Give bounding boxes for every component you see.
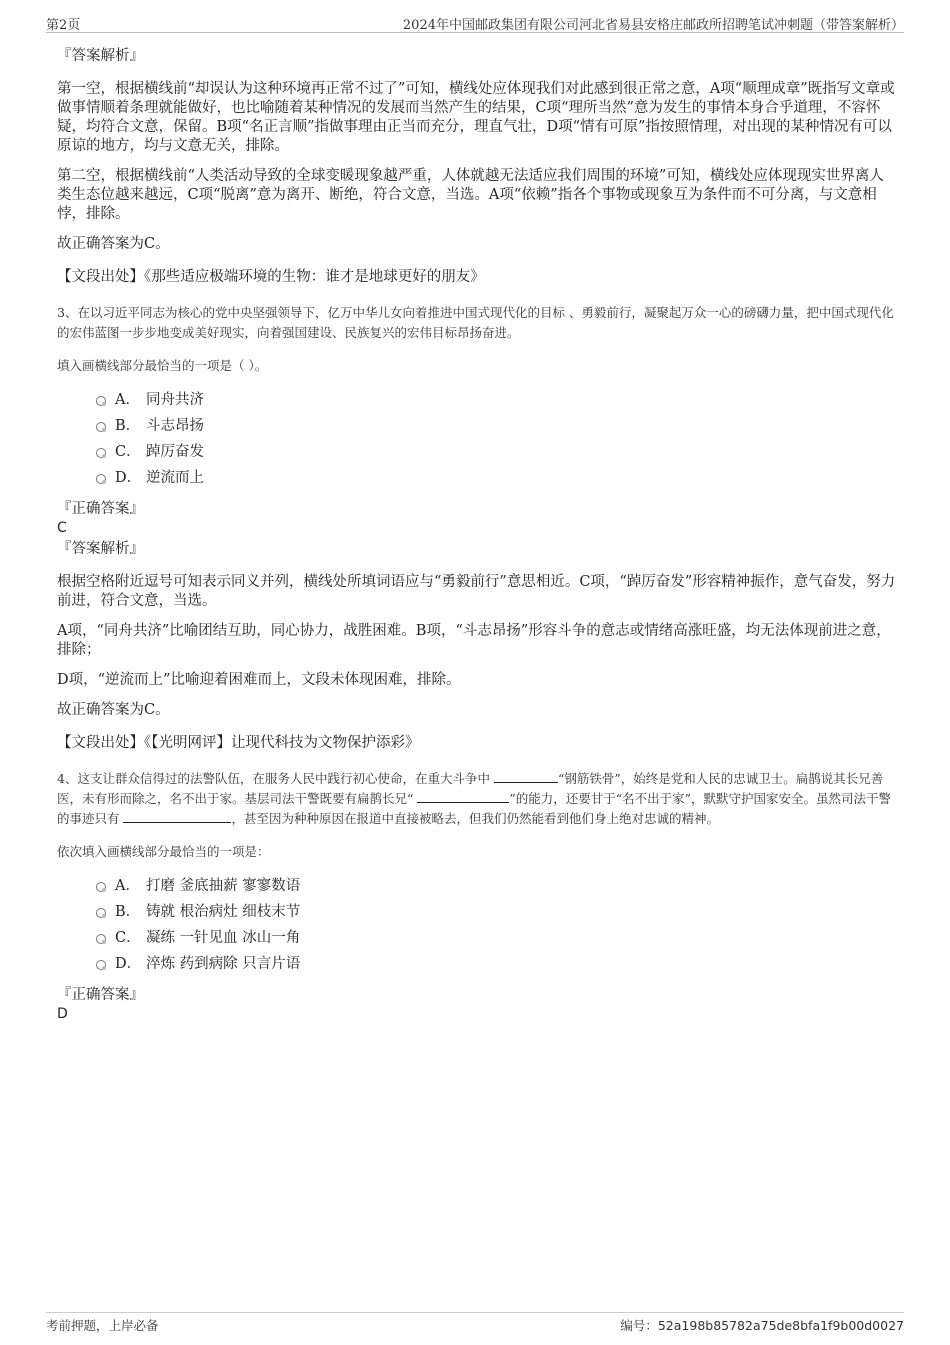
page-header [46,12,904,33]
correct-answer: D [57,1006,68,1022]
option-a[interactable]: A． 同舟共济 [57,387,898,413]
fill-blank [494,770,558,783]
radio-button-icon[interactable] [96,422,106,432]
question-prompt: 依次填入画横线部分最恰当的一项是： [57,844,270,859]
radio-button-icon[interactable] [96,448,106,458]
correct-answer-heading: 『正确答案』 [57,501,144,517]
analysis-paragraph: A项，“同舟共济”比喻团结互助，同心协力，战胜困难。B项，“斗志昂扬”形容斗争的意志或情绪高涨旺盛，均无法体现前进之意，排除； [57,623,891,658]
answer-options [57,873,898,977]
option-a[interactable]: A． 打磨 釜底抽薪 寥寥数语 [57,873,898,899]
option-c[interactable]: C． 踔厉奋发 [57,439,898,465]
radio-button-icon[interactable] [96,960,106,970]
source-citation: 【文段出处】《那些适应极端环境的生物：谁才是地球更好的朋友》 [57,269,485,285]
radio-button-icon[interactable] [96,396,106,406]
analysis-paragraph: 第一空，根据横线前“却误认为这种环境再正常不过了”可知，横线处应体现我们对此感到很正常之意，A项“顺理成章”既指写文章或做事情顺着条理就能做好，也比喻随着某种情况的发展而当然产生的结果，C项“理所当然”意为发生的事情本身合乎道理，不容怀疑，均符合文意，保留。B项“名正言顺”指做事理由正当而充分，理直气壮，D项“情有可原”指按照情理，对出现的某种情况有可以原谅的地方，均与文意无关，排除。 [57,81,895,154]
analysis-heading: 『答案解析』 [57,541,144,557]
option-d[interactable]: D． 淬炼 药到病除 只言片语 [57,951,898,977]
correct-answer-heading: 『正确答案』 [57,987,144,1003]
fill-blank [123,810,231,823]
page-content [57,46,898,1023]
option-d[interactable]: D． 逆流而上 [57,465,898,491]
radio-button-icon[interactable] [96,882,106,892]
option-b[interactable]: B． 铸就 根治病灶 细枝末节 [57,899,898,925]
option-c[interactable]: C． 凝练 一针见血 冰山一角 [57,925,898,951]
question-prompt: 填入画横线部分最恰当的一项是（ ）。 [57,358,268,373]
question-stem: 3、在以习近平同志为核心的党中央坚强领导下，亿万中华儿女向着推进中国式现代化的目标 、勇毅前行，凝聚起万众一心的磅礴力量，把中国式现代化的宏伟蓝图一步步地变成美好现实，向着强国建设、民族复兴的宏伟目标昂扬奋进。 [57,305,894,340]
radio-button-icon[interactable] [96,934,106,944]
page-number: 第2页 [46,18,81,33]
page-footer [46,1312,904,1337]
option-b[interactable]: B． 斗志昂扬 [57,413,898,439]
document-title: 2024年中国邮政集团有限公司河北省易县安格庄邮政所招聘笔试冲刺题（带答案解析） [402,18,904,33]
footer-slogan: 考前押题，上岸必备 [46,1318,159,1333]
analysis-paragraph: D项，“逆流而上”比喻迎着困难而上，文段未体现困难，排除。 [57,672,461,688]
analysis-heading: 『答案解析』 [57,48,144,64]
correct-answer: C [57,520,67,536]
analysis-conclusion: 故正确答案为C。 [57,236,170,252]
answer-options [57,387,898,491]
document-id: 编号：52a198b85782a75de8bfa1f9b00d0027 [620,1318,904,1333]
analysis-paragraph: 第二空，根据横线前“人类活动导致的全球变暖现象越严重，人体就越无法适应我们周围的环境”可知，横线处应体现现实世界离人类生态位越来越远，C项“脱离”意为离开、断绝，符合文意，当选。A项“依赖”指各个事物或现象互为条件而不可分离，与文意相悖，排除。 [57,168,884,222]
analysis-paragraph: 根据空格附近逗号可知表示同义并列，横线处所填词语应与“勇毅前行”意思相近。C项，“踔厉奋发”形容精神振作，意气奋发，努力前进，符合文意，当选。 [57,574,896,609]
fill-blank [417,790,509,803]
source-citation: 【文段出处】《【光明网评】让现代科技为文物保护添彩》 [57,735,420,751]
question-stem: 4、这支让群众信得过的法警队伍，在服务人民中践行初心使命，在重大斗争中 “钢筋铁骨”，始终是党和人民的忠诚卫士。扁鹊说其长兄善医，未有形而除之，名不出于家。基层司法干警既要有扁鹊长兄“ ”的能力，还要甘于“名不出于家”，默默守护国家安全。虽然司法干警的事迹只有 ，甚至因为种种原因在报道中直接被略去，但我们仍然能看到他们身上绝对忠诚的精神。 [57,771,892,826]
radio-button-icon[interactable] [96,908,106,918]
radio-button-icon[interactable] [96,474,106,484]
analysis-conclusion: 故正确答案为C。 [57,702,170,718]
